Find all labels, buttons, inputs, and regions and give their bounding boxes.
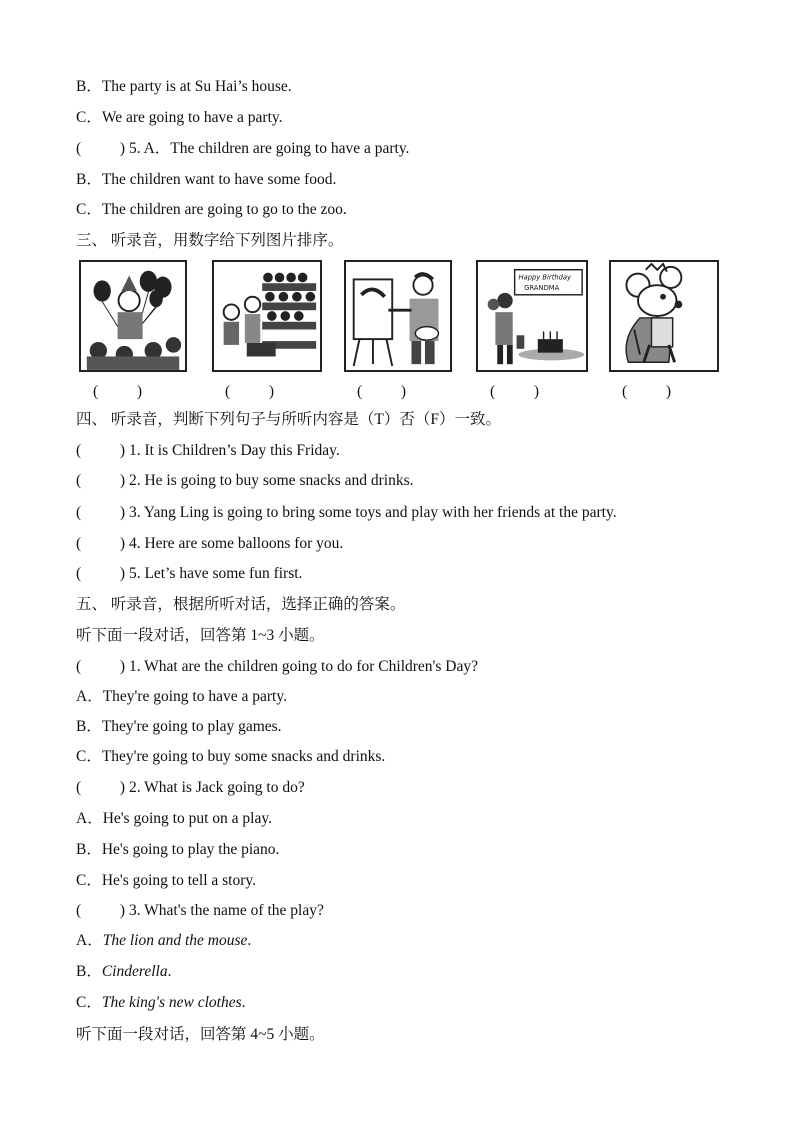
option-b: B．The party is at Su Hai’s house. (76, 78, 292, 95)
option-b: B．The children want to have some food. (76, 171, 337, 188)
mc-option-a (76, 931, 251, 951)
picture-blank-2[interactable]: ( ) (225, 383, 275, 400)
section-3-heading: 三、 听录音，用数字给下列图片排序。 (76, 232, 344, 249)
option-c: C．We are going to have a party. (76, 109, 283, 126)
option-title: The king's new clothes (101, 994, 242, 1011)
option-title: The lion and the mouse (102, 932, 248, 949)
mc-option-b: B．He's going to play the piano. (76, 841, 280, 858)
tf-question-3: ( ) 3. Yang Ling is going to bring some toys and play with her friends at the party. (76, 504, 617, 521)
option-c: C．The children are going to go to the zoo. (76, 201, 347, 218)
mc-question-1: ( ) 1. What are the children going to do for Children's Day? (76, 658, 478, 675)
clown-with-balloons-icon (79, 260, 187, 372)
picture-blank-4[interactable]: ( ) (490, 383, 540, 400)
mc-question-2: ( ) 2. What is Jack going to do? (76, 779, 305, 796)
picture-blank-1[interactable]: ( ) (93, 383, 143, 400)
option-prefix: A． (76, 932, 103, 949)
tf-question-5: ( ) 5. Let’s have some fun first. (76, 565, 303, 582)
painter-easel-icon (344, 260, 452, 372)
banner-text-1: Happy Birthday (518, 273, 572, 282)
mc-question-3: ( ) 3. What's the name of the play? (76, 902, 324, 919)
section-4-heading: 四、 听录音，判断下列句子与所听内容是（T）否（F）一致。 (76, 411, 501, 428)
question-5: ( ) 5. A．The children are going to have a party. (76, 140, 410, 157)
dialogue-instruction-2: 听下面一段对话，回答第 4~5 小题。 (76, 1026, 325, 1043)
mc-option-b (76, 962, 171, 982)
mc-option-c (76, 993, 246, 1013)
option-suffix: . (241, 994, 246, 1011)
option-prefix: B． (76, 963, 102, 980)
banner-text-2: GRANDMA (524, 283, 560, 292)
cartoon-mouse-king-icon (609, 260, 719, 372)
mc-option-c: C．He's going to tell a story. (76, 872, 257, 889)
option-suffix: . (167, 963, 172, 980)
option-suffix: . (247, 932, 252, 949)
dialogue-instruction-1: 听下面一段对话，回答第 1~3 小题。 (76, 627, 325, 644)
tf-question-1: ( ) 1. It is Children’s Day this Friday. (76, 442, 340, 459)
option-prefix: C． (76, 994, 102, 1011)
picture-blank-5[interactable]: ( ) (622, 383, 672, 400)
section-5-heading: 五、 听录音，根据所听对话，选择正确的答案。 (76, 596, 406, 613)
shop-shelves-icon (212, 260, 322, 372)
mc-option-c: C．They're going to buy some snacks and drinks. (76, 748, 386, 765)
mc-option-b: B．They're going to play games. (76, 718, 282, 735)
option-title: Cinderella (101, 963, 168, 980)
mc-option-a: A．They're going to have a party. (76, 688, 287, 705)
birthday-party-icon (476, 260, 588, 372)
picture-row (76, 260, 726, 376)
tf-question-4: ( ) 4. Here are some balloons for you. (76, 535, 344, 552)
tf-question-2: ( ) 2. He is going to buy some snacks and drinks. (76, 472, 414, 489)
mc-option-a: A．He's going to put on a play. (76, 810, 272, 827)
picture-blank-3[interactable]: ( ) (357, 383, 407, 400)
